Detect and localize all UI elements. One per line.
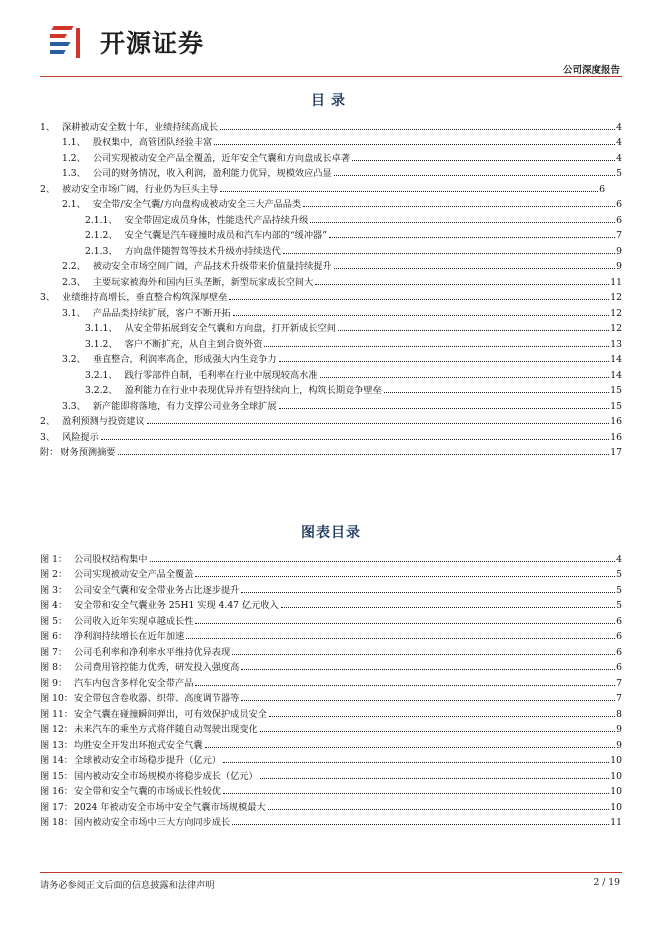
entry-page: 10 <box>610 770 622 782</box>
entry-number: 3.3、 <box>62 400 86 412</box>
entry-page: 5 <box>616 584 622 596</box>
entry-page: 9 <box>616 261 622 272</box>
dot-leader <box>334 268 615 269</box>
dot-leader <box>232 654 615 655</box>
entry-number: 2、 <box>40 183 56 195</box>
dot-leader <box>214 144 615 145</box>
figure-entry[interactable] <box>40 611 622 627</box>
dot-leader <box>229 299 609 300</box>
dot-leader <box>329 237 615 238</box>
entry-number: 图 9： <box>40 677 68 689</box>
entry-page: 7 <box>616 677 622 689</box>
entry-number: 3.2.2、 <box>85 385 118 396</box>
entry-page: 5 <box>616 569 622 580</box>
company-logo <box>50 22 204 62</box>
figure-entry[interactable] <box>40 627 622 643</box>
entry-number: 图 12： <box>40 724 73 735</box>
entry-title: 公司实现被动安全产品全覆盖 <box>74 569 194 580</box>
figure-entry[interactable] <box>40 642 622 658</box>
entry-title: 安全带固定成员身体，性能迭代产品持续升级 <box>124 214 309 226</box>
entry-title: 产品品类持续扩展，客户不断开拓 <box>92 307 231 319</box>
entry-title: 国内被动安全市场规模亦将稳步成长（亿元） <box>74 770 258 782</box>
entry-number: 图 1： <box>40 553 68 565</box>
entry-number: 图 4： <box>40 600 68 611</box>
figure-entry[interactable] <box>40 782 622 798</box>
entry-title: 国内被动安全市场中三大方向同步成长 <box>74 817 231 828</box>
entry-number: 附： <box>40 447 59 458</box>
entry-title: 净利润持续增长在近年加速 <box>74 631 185 642</box>
dot-leader <box>118 454 610 455</box>
entry-title: 方向盘伴随智驾等技术升级亦持续迭代 <box>124 245 281 257</box>
dot-leader <box>241 669 615 670</box>
entry-page: 6 <box>616 199 622 210</box>
figure-entry[interactable] <box>40 720 622 736</box>
entry-page: 7 <box>616 230 622 241</box>
entry-page: 16 <box>610 431 622 443</box>
figure-entry[interactable] <box>40 797 622 813</box>
table-of-contents <box>40 117 622 458</box>
figure-entry[interactable] <box>40 813 622 829</box>
dot-leader <box>195 685 615 686</box>
toc-entry[interactable] <box>40 303 622 319</box>
entry-title: 业绩维持高增长，垂直整合构筑深厚壁垒 <box>62 292 228 303</box>
entry-page: 6 <box>616 615 622 627</box>
figure-entry[interactable] <box>40 596 622 612</box>
toc-entry[interactable] <box>40 257 622 273</box>
dot-leader <box>338 330 609 331</box>
entry-number: 2.1.1、 <box>85 214 118 226</box>
dot-leader <box>269 716 615 717</box>
toc-entry[interactable] <box>40 164 622 180</box>
figure-entry[interactable] <box>40 689 622 705</box>
figure-entry[interactable] <box>40 673 622 689</box>
toc-title: 目录 <box>311 93 351 109</box>
entry-page: 4 <box>616 137 622 148</box>
dot-leader <box>268 809 610 810</box>
entry-title: 未来汽车的乘坐方式将伴随自动驾驶出现变化 <box>74 724 258 735</box>
entry-number: 2.3、 <box>62 276 86 288</box>
dot-leader <box>310 222 615 223</box>
entry-title: 安全气囊在碰撞瞬间弹出，可有效保护成员安全 <box>74 708 267 720</box>
entry-number: 1、 <box>40 121 56 133</box>
dot-leader <box>205 747 616 748</box>
dot-leader <box>241 592 615 593</box>
entry-page: 10 <box>610 755 622 766</box>
entry-number: 图 6： <box>40 631 68 642</box>
toc-entry[interactable] <box>40 381 622 397</box>
figure-entry[interactable] <box>40 735 622 751</box>
footer-divider <box>40 872 622 873</box>
toc-entry[interactable] <box>40 226 622 242</box>
entry-page: 4 <box>616 553 622 565</box>
entry-number: 图 10： <box>40 693 73 704</box>
entry-page: 4 <box>616 152 622 164</box>
toc-entry[interactable] <box>40 133 622 149</box>
entry-page: 15 <box>610 385 622 396</box>
entry-title: 安全带包含卷收器、织带、高度调节器等 <box>74 693 240 704</box>
dot-leader <box>150 561 616 562</box>
entry-page: 9 <box>616 245 622 257</box>
dot-leader <box>220 191 598 192</box>
page-number: 2 / 19 <box>593 877 620 888</box>
entry-page: 17 <box>610 447 622 458</box>
entry-number: 3.1.2、 <box>85 338 118 350</box>
dot-leader <box>186 638 615 639</box>
entry-page: 6 <box>616 214 622 226</box>
entry-title: 安全带和安全气囊的市场成长性较优 <box>74 786 221 797</box>
entry-title: 公司毛利率和净利率水平维持优异表现 <box>74 646 231 658</box>
toc-entry[interactable] <box>40 443 622 459</box>
entry-page: 9 <box>616 739 622 751</box>
figure-entry[interactable] <box>40 549 622 565</box>
dot-leader <box>232 824 609 825</box>
entry-title: 财务预测摘要 <box>60 447 116 458</box>
entry-number: 1.2、 <box>62 152 86 164</box>
entry-number: 2.1.2、 <box>85 230 118 241</box>
dot-leader <box>195 576 615 577</box>
entry-title: 深耕被动安全数十年，业绩持续高成长 <box>62 121 219 133</box>
entry-number: 3.2、 <box>62 354 86 365</box>
figures-title: 图表目录 <box>301 525 361 541</box>
toc-entry[interactable] <box>40 396 622 412</box>
entry-title: 公司费用管控能力优秀，研发投入强度高 <box>74 662 240 673</box>
entry-title: 均胜安全开发出环抱式安全气囊 <box>74 739 203 751</box>
entry-title: 盈利能力在行业中表现优异并有望持续向上，构筑长期竞争壁垒 <box>124 385 382 396</box>
entry-number: 3、 <box>40 431 56 443</box>
entry-title: 公司安全气囊和安全带业务占比逐步提升 <box>74 584 240 596</box>
entry-page: 6 <box>599 183 605 195</box>
dot-leader <box>281 607 615 608</box>
entry-page: 12 <box>610 307 622 319</box>
entry-number: 图 2： <box>40 569 68 580</box>
entry-title: 公司收入近年实现卓越成长性 <box>74 615 194 627</box>
entry-title: 风险提示 <box>62 431 99 443</box>
toc-entry[interactable] <box>40 148 622 164</box>
entry-number: 图 8： <box>40 662 68 673</box>
entry-page: 16 <box>610 416 622 427</box>
entry-title: 垂直整合，利润率高企，形成强大内生竞争力 <box>92 354 277 365</box>
figures-list <box>40 549 622 828</box>
dot-leader <box>101 439 610 440</box>
entry-number: 2.2、 <box>62 261 86 272</box>
entry-page: 10 <box>610 801 622 813</box>
entry-title: 盈利预测与投资建议 <box>62 416 145 427</box>
entry-page: 14 <box>610 369 622 381</box>
entry-title: 从安全带拓展到安全气囊和方向盘，打开新成长空间 <box>124 323 336 334</box>
entry-page: 11 <box>610 817 622 828</box>
header-divider <box>40 76 622 77</box>
entry-number: 图 11： <box>40 708 73 720</box>
entry-page: 7 <box>616 693 622 704</box>
entry-number: 2、 <box>40 416 56 427</box>
entry-page: 10 <box>610 786 622 797</box>
entry-page: 8 <box>616 708 622 720</box>
entry-title: 公司实现被动安全产品全覆盖，近年安全气囊和方向盘成长卓著 <box>92 152 351 164</box>
entry-page: 9 <box>616 724 622 735</box>
company-name: 开源证券 <box>100 29 205 58</box>
entry-number: 图 7： <box>40 646 68 658</box>
entry-number: 图 17： <box>40 801 73 813</box>
entry-number: 图 5： <box>40 615 68 627</box>
toc-entry[interactable] <box>40 210 622 226</box>
entry-title: 安全带和安全气囊业务 25H1 实现 4.47 亿元收入 <box>74 600 279 611</box>
dot-leader <box>241 700 615 701</box>
dot-leader <box>320 377 610 378</box>
entry-title: 汽车内包含多样化安全带产品 <box>74 677 194 689</box>
dot-leader <box>352 160 615 161</box>
toc-entry[interactable] <box>40 195 622 211</box>
entry-number: 2.1.3、 <box>85 245 118 257</box>
toc-entry[interactable] <box>40 334 622 350</box>
entry-title: 主要玩家被海外和国内巨头垄断，新型玩家成长空间大 <box>92 276 314 288</box>
entry-title: 公司的财务情况，收入利润，盈利能力优异，规模效应凸显 <box>92 168 332 179</box>
entry-title: 公司股权结构集中 <box>74 553 148 565</box>
entry-title: 被动安全市场空间广阔，产品技术升级带来价值量持续提升 <box>92 261 332 272</box>
entry-page: 11 <box>610 276 622 288</box>
figure-entry[interactable] <box>40 565 622 581</box>
entry-number: 1.3、 <box>62 168 86 179</box>
dot-leader <box>279 361 610 362</box>
entry-page: 4 <box>616 121 622 133</box>
toc-entry[interactable] <box>40 365 622 381</box>
dot-leader <box>260 731 615 732</box>
entry-number: 3.1、 <box>62 307 86 319</box>
entry-page: 5 <box>616 600 622 611</box>
toc-entry[interactable] <box>40 427 622 443</box>
logo-mark-icon <box>50 22 96 62</box>
dot-leader <box>195 623 615 624</box>
toc-entry[interactable] <box>40 288 622 304</box>
entry-title: 新产能即将落地，有力支撑公司业务全球扩展 <box>92 400 277 412</box>
entry-page: 12 <box>610 323 622 334</box>
entry-page: 5 <box>616 168 622 179</box>
entry-number: 图 3： <box>40 584 68 596</box>
dot-leader <box>264 346 609 347</box>
entry-number: 图 14： <box>40 755 73 766</box>
entry-page: 12 <box>610 292 622 303</box>
figure-entry[interactable] <box>40 766 622 782</box>
dot-leader <box>279 408 610 409</box>
entry-number: 1.1、 <box>62 137 86 148</box>
entry-title: 践行零部件自制，毛利率在行业中展现较高水准 <box>124 369 318 381</box>
dot-leader <box>283 253 615 254</box>
toc-entry[interactable] <box>40 241 622 257</box>
dot-leader <box>334 175 615 176</box>
disclaimer-note: 请务必参阅正文后面的信息披露和法律声明 <box>40 880 215 891</box>
entry-number: 3、 <box>40 292 56 303</box>
entry-page: 14 <box>610 354 622 365</box>
dot-leader <box>223 762 609 763</box>
dot-leader <box>260 778 610 779</box>
toc-entry[interactable] <box>40 350 622 366</box>
toc-entry[interactable] <box>40 272 622 288</box>
entry-number: 图 16： <box>40 786 73 797</box>
entry-page: 13 <box>610 338 622 350</box>
entry-number: 2.1、 <box>62 199 86 210</box>
entry-title: 客户不断扩充，从自主到合资外资 <box>124 338 263 350</box>
dot-leader <box>220 129 615 130</box>
entry-title: 安全带/安全气囊/方向盘构成被动安全三大产品品类 <box>92 199 302 210</box>
entry-page: 6 <box>616 646 622 658</box>
toc-entry[interactable] <box>40 412 622 428</box>
entry-title: 股权集中，高管团队经验丰富 <box>92 137 213 148</box>
dot-leader <box>223 793 609 794</box>
dot-leader <box>147 423 610 424</box>
entry-title: 全球被动安全市场稳步提升（亿元） <box>74 755 221 766</box>
dot-leader <box>315 284 609 285</box>
entry-title: 被动安全市场广阔，行业仍为巨头主导 <box>62 183 219 195</box>
dot-leader <box>303 206 615 207</box>
report-type: 公司深度报告 <box>562 65 620 76</box>
figure-entry[interactable] <box>40 704 622 720</box>
entry-title: 安全气囊是汽车碰撞时成员和汽车内部的“缓冲器” <box>124 230 327 241</box>
figure-entry[interactable] <box>40 751 622 767</box>
entry-page: 15 <box>610 400 622 412</box>
entry-number: 图 15： <box>40 770 73 782</box>
toc-entry[interactable] <box>40 179 605 195</box>
entry-number: 3.1.1、 <box>85 323 118 334</box>
entry-number: 图 13： <box>40 739 73 751</box>
entry-page: 6 <box>616 631 622 642</box>
figure-entry[interactable] <box>40 658 622 674</box>
dot-leader <box>384 392 609 393</box>
entry-title: 2024 年被动安全市场中安全气囊市场规模最大 <box>74 801 266 813</box>
entry-number: 图 18： <box>40 817 73 828</box>
entry-number: 3.2.1、 <box>85 369 118 381</box>
dot-leader <box>233 315 610 316</box>
entry-page: 6 <box>616 662 622 673</box>
toc-entry[interactable] <box>40 117 622 133</box>
figure-entry[interactable] <box>40 580 622 596</box>
toc-entry[interactable] <box>40 319 622 335</box>
